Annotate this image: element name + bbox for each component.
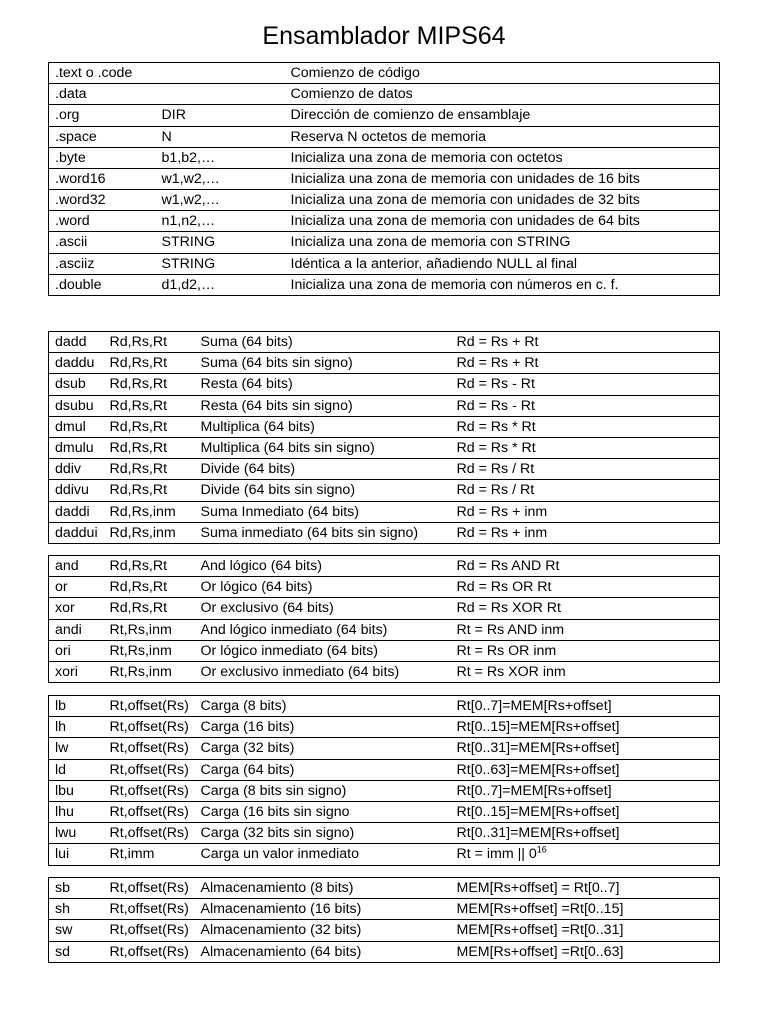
directive-name: .org (49, 105, 156, 126)
instruction-mnemonic: or (49, 577, 104, 598)
instruction-operation: Rd = Rs / Rt (451, 480, 720, 501)
instruction-operands: Rt,Rs,inm (104, 619, 195, 640)
instruction-mnemonic: lh (49, 717, 104, 738)
instruction-row (49, 598, 720, 619)
instruction-operation: Rt[0..7]=MEM[Rs+offset] (451, 696, 720, 717)
instruction-operands: Rt,offset(Rs) (104, 717, 195, 738)
instruction-mnemonic: ori (49, 640, 104, 661)
instruction-description: Carga (16 bits sin signo (195, 801, 451, 822)
instruction-description: Almacenamiento (8 bits) (195, 878, 451, 899)
instruction-mnemonic: dmulu (49, 437, 104, 458)
instruction-operation: Rt = imm || $0^{16}$ (451, 844, 720, 865)
instruction-operation: Rt = Rs AND inm (451, 619, 720, 640)
directive-argument: STRING (156, 232, 285, 253)
instruction-operation: Rd = Rs AND Rt (451, 556, 720, 577)
directive-name: .space (49, 126, 156, 147)
directive-argument: N (156, 126, 285, 147)
instruction-operands: Rd,Rs,Rt (104, 395, 195, 416)
instruction-row (49, 353, 720, 374)
instruction-mnemonic: daddui (49, 522, 104, 543)
instruction-operands: Rd,Rs,inm (104, 522, 195, 543)
directive-argument (156, 84, 285, 105)
directive-row (49, 274, 720, 295)
instruction-operation: MEM[Rs+offset] =Rt[0..15] (451, 899, 720, 920)
instruction-operation: MEM[Rs+offset] =Rt[0..63] (451, 941, 720, 962)
directive-row (49, 126, 720, 147)
instruction-row (49, 920, 720, 941)
directive-name: .asciiz (49, 253, 156, 274)
instruction-description: Almacenamiento (32 bits) (195, 920, 451, 941)
directives-body (49, 63, 720, 296)
load-body (49, 696, 720, 866)
directive-description: Inicializa una zona de memoria con unidades de 16 bits (285, 168, 720, 189)
instruction-description: Carga (8 bits) (195, 696, 451, 717)
load-instructions-table (48, 695, 720, 866)
instruction-row (49, 480, 720, 501)
directive-argument: b1,b2,… (156, 147, 285, 168)
instruction-mnemonic: sb (49, 878, 104, 899)
instruction-mnemonic: lhu (49, 801, 104, 822)
directive-row (49, 63, 720, 84)
store-instructions-table (48, 877, 720, 963)
instruction-mnemonic: andi (49, 619, 104, 640)
instruction-operands: Rd,Rs,Rt (104, 556, 195, 577)
instruction-row (49, 416, 720, 437)
instruction-row (49, 619, 720, 640)
instruction-description: Or exclusivo inmediato (64 bits) (195, 661, 451, 682)
instruction-mnemonic: lbu (49, 780, 104, 801)
page-title: Ensamblador MIPS64 (262, 22, 506, 50)
instruction-mnemonic: sw (49, 920, 104, 941)
directive-row (49, 253, 720, 274)
instruction-description: Or exclusivo (64 bits) (195, 598, 451, 619)
instruction-mnemonic: dsubu (49, 395, 104, 416)
instruction-operands: Rt,offset(Rs) (104, 878, 195, 899)
directive-argument: n1,n2,… (156, 211, 285, 232)
instruction-operation: Rd = Rs * Rt (451, 416, 720, 437)
instruction-operation: MEM[Rs+offset] = Rt[0..7] (451, 878, 720, 899)
directive-argument: STRING (156, 253, 285, 274)
instruction-row (49, 459, 720, 480)
instruction-description: Suma (64 bits) (195, 332, 451, 353)
instruction-operation: Rt[0..15]=MEM[Rs+offset] (451, 801, 720, 822)
instruction-description: Or lógico (64 bits) (195, 577, 451, 598)
instruction-description: Multiplica (64 bits sin signo) (195, 437, 451, 458)
instruction-row (49, 395, 720, 416)
instruction-description: Multiplica (64 bits) (195, 416, 451, 437)
instruction-row (49, 878, 720, 899)
instruction-row (49, 941, 720, 962)
instruction-operation: Rd = Rs * Rt (451, 437, 720, 458)
instruction-description: Carga (32 bits) (195, 738, 451, 759)
logical-instructions-table (48, 555, 720, 683)
instruction-operands: Rt,offset(Rs) (104, 759, 195, 780)
directive-name: .word16 (49, 168, 156, 189)
directive-description: Dirección de comienzo de ensamblaje (285, 105, 720, 126)
directive-row (49, 147, 720, 168)
directive-argument: w1,w2,… (156, 168, 285, 189)
directive-description: Inicializa una zona de memoria con octetos (285, 147, 720, 168)
instruction-mnemonic: lb (49, 696, 104, 717)
instruction-row (49, 437, 720, 458)
instruction-description: Divide (64 bits) (195, 459, 451, 480)
instruction-mnemonic: dmul (49, 416, 104, 437)
instruction-operation: Rt[0..31]=MEM[Rs+offset] (451, 823, 720, 844)
instruction-description: Suma (64 bits sin signo) (195, 353, 451, 374)
instruction-mnemonic: dadd (49, 332, 104, 353)
instruction-operands: Rd,Rs,inm (104, 501, 195, 522)
directive-row (49, 211, 720, 232)
instruction-row (49, 823, 720, 844)
instruction-operation: Rt[0..7]=MEM[Rs+offset] (451, 780, 720, 801)
instruction-operation: Rd = Rs - Rt (451, 395, 720, 416)
directive-description: Comienzo de datos (285, 84, 720, 105)
instruction-operands: Rd,Rs,Rt (104, 353, 195, 374)
instruction-row (49, 780, 720, 801)
instruction-row (49, 696, 720, 717)
instruction-operands: Rd,Rs,Rt (104, 416, 195, 437)
instruction-operands: Rt,offset(Rs) (104, 920, 195, 941)
instruction-operands: Rt,offset(Rs) (104, 738, 195, 759)
instruction-mnemonic: lw (49, 738, 104, 759)
instruction-operands: Rd,Rs,Rt (104, 598, 195, 619)
instruction-description: Or lógico inmediato (64 bits) (195, 640, 451, 661)
directive-argument: d1,d2,… (156, 274, 285, 295)
instruction-row (49, 717, 720, 738)
instruction-operation: Rd = Rs - Rt (451, 374, 720, 395)
instruction-row (49, 374, 720, 395)
instruction-description: And lógico (64 bits) (195, 556, 451, 577)
instruction-row (49, 577, 720, 598)
instruction-operation: Rd = Rs + inm (451, 501, 720, 522)
instruction-row (49, 556, 720, 577)
instruction-operands: Rd,Rs,Rt (104, 374, 195, 395)
instruction-description: Suma Inmediato (64 bits) (195, 501, 451, 522)
instruction-row (49, 640, 720, 661)
instruction-row (49, 661, 720, 682)
instruction-mnemonic: sd (49, 941, 104, 962)
instruction-description: Resta (64 bits sin signo) (195, 395, 451, 416)
lui-exponent: 16 (536, 844, 547, 855)
instruction-operands: Rt,offset(Rs) (104, 899, 195, 920)
instruction-row (49, 801, 720, 822)
instruction-description: Carga (16 bits) (195, 717, 451, 738)
instruction-row (49, 332, 720, 353)
directive-row (49, 232, 720, 253)
instruction-operands: Rt,Rs,inm (104, 640, 195, 661)
instruction-row (49, 759, 720, 780)
instruction-description: Resta (64 bits) (195, 374, 451, 395)
instruction-row (49, 899, 720, 920)
instruction-operation: Rt = Rs OR inm (451, 640, 720, 661)
instruction-description: Carga (64 bits) (195, 759, 451, 780)
instruction-operands: Rt,Rs,inm (104, 661, 195, 682)
instruction-description: Carga un valor inmediato (195, 844, 451, 865)
instruction-description: Almacenamiento (16 bits) (195, 899, 451, 920)
instruction-operands: Rt,offset(Rs) (104, 823, 195, 844)
directive-row (49, 168, 720, 189)
instruction-row (49, 522, 720, 543)
instruction-mnemonic: ld (49, 759, 104, 780)
directive-name: .byte (49, 147, 156, 168)
instruction-mnemonic: xori (49, 661, 104, 682)
arithmetic-instructions-table (48, 331, 720, 544)
instruction-description: Suma inmediato (64 bits sin signo) (195, 522, 451, 543)
directive-row (49, 84, 720, 105)
directive-name: .ascii (49, 232, 156, 253)
instruction-operation: Rt[0..31]=MEM[Rs+offset] (451, 738, 720, 759)
instruction-operands: Rt,imm (104, 844, 195, 865)
instruction-operation: Rd = Rs XOR Rt (451, 598, 720, 619)
instruction-mnemonic: xor (49, 598, 104, 619)
instruction-operands: Rt,offset(Rs) (104, 941, 195, 962)
directives-table (48, 62, 720, 296)
directive-name: .word32 (49, 190, 156, 211)
instruction-operation: Rd = Rs / Rt (451, 459, 720, 480)
instruction-mnemonic: ddivu (49, 480, 104, 501)
directive-description: Idéntica a la anterior, añadiendo NULL al final (285, 253, 720, 274)
directive-description: Inicializa una zona de memoria con STRING (285, 232, 720, 253)
instruction-operation: Rd = Rs + Rt (451, 332, 720, 353)
instruction-operands: Rd,Rs,Rt (104, 332, 195, 353)
store-body (49, 878, 720, 963)
instruction-row (49, 844, 720, 865)
directive-description: Inicializa una zona de memoria con unidades de 32 bits (285, 190, 720, 211)
instruction-operation: Rt[0..63]=MEM[Rs+offset] (451, 759, 720, 780)
directive-description: Reserva N octetos de memoria (285, 126, 720, 147)
directive-description: Comienzo de código (285, 63, 720, 84)
instruction-operation: Rd = Rs + Rt (451, 353, 720, 374)
directive-argument: w1,w2,… (156, 190, 285, 211)
instruction-description: Almacenamiento (64 bits) (195, 941, 451, 962)
instruction-operation: Rt[0..15]=MEM[Rs+offset] (451, 717, 720, 738)
instruction-operation: Rt = Rs XOR inm (451, 661, 720, 682)
instruction-mnemonic: daddu (49, 353, 104, 374)
instruction-mnemonic: dsub (49, 374, 104, 395)
instruction-operands: Rd,Rs,Rt (104, 577, 195, 598)
instruction-mnemonic: ddiv (49, 459, 104, 480)
directive-argument (156, 63, 285, 84)
directive-row (49, 190, 720, 211)
instruction-operands: Rt,offset(Rs) (104, 696, 195, 717)
instruction-mnemonic: lui (49, 844, 104, 865)
logical-body (49, 556, 720, 683)
instruction-mnemonic: lwu (49, 823, 104, 844)
directive-description: Inicializa una zona de memoria con números en c. f. (285, 274, 720, 295)
instruction-mnemonic: sh (49, 899, 104, 920)
instruction-mnemonic: daddi (49, 501, 104, 522)
directive-description: Inicializa una zona de memoria con unidades de 64 bits (285, 211, 720, 232)
instruction-row (49, 738, 720, 759)
instruction-operands: Rt,offset(Rs) (104, 780, 195, 801)
instruction-operands: Rt,offset(Rs) (104, 801, 195, 822)
instruction-operands: Rd,Rs,Rt (104, 437, 195, 458)
instruction-description: Divide (64 bits sin signo) (195, 480, 451, 501)
instruction-description: Carga (8 bits sin signo) (195, 780, 451, 801)
directive-name: .text o .code (49, 63, 156, 84)
instruction-operation: MEM[Rs+offset] =Rt[0..31] (451, 920, 720, 941)
directive-name: .word (49, 211, 156, 232)
instruction-description: Carga (32 bits sin signo) (195, 823, 451, 844)
instruction-operands: Rd,Rs,Rt (104, 459, 195, 480)
directive-row (49, 105, 720, 126)
instruction-operands: Rd,Rs,Rt (104, 480, 195, 501)
instruction-operation: Rd = Rs OR Rt (451, 577, 720, 598)
directive-argument: DIR (156, 105, 285, 126)
instruction-mnemonic: and (49, 556, 104, 577)
instruction-row (49, 501, 720, 522)
instruction-description: And lógico inmediato (64 bits) (195, 619, 451, 640)
directive-name: .data (49, 84, 156, 105)
arithmetic-body (49, 332, 720, 544)
instruction-operation: Rd = Rs + inm (451, 522, 720, 543)
directive-name: .double (49, 274, 156, 295)
